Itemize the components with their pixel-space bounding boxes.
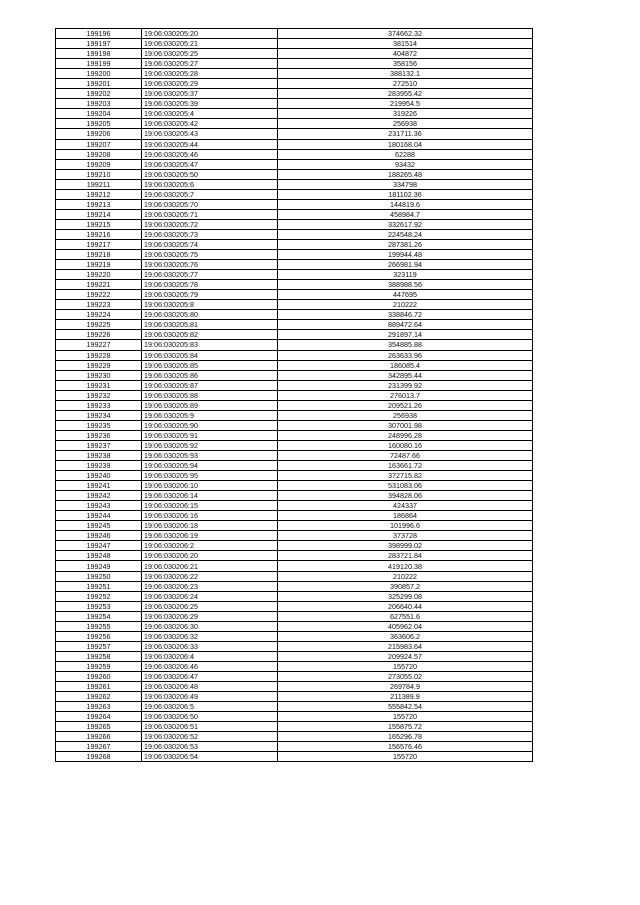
value-cell: 93432	[278, 159, 533, 169]
cadastral-number-cell: 19:06:030206:50	[142, 712, 278, 722]
table-row	[56, 69, 533, 79]
table-row	[56, 732, 533, 742]
table-row	[56, 531, 533, 541]
cadastral-number-cell: 19:06:030206:15	[142, 501, 278, 511]
row-number-cell: 199238	[56, 450, 142, 460]
value-cell: 342895.44	[278, 370, 533, 380]
cadastral-number-cell: 19:06:030206:46	[142, 661, 278, 671]
row-number-cell: 199200	[56, 69, 142, 79]
cadastral-number-cell: 19:06:030205:83	[142, 340, 278, 350]
value-cell: 388988.56	[278, 280, 533, 290]
row-number-cell: 199223	[56, 300, 142, 310]
table-row	[56, 390, 533, 400]
cadastral-number-cell: 19:06:030205:82	[142, 330, 278, 340]
table-row	[56, 551, 533, 561]
value-cell: 155875.72	[278, 722, 533, 732]
row-number-cell: 199237	[56, 440, 142, 450]
value-cell: 447695	[278, 290, 533, 300]
cadastral-number-cell: 19:06:030205:70	[142, 199, 278, 209]
row-number-cell: 199229	[56, 360, 142, 370]
table-row	[56, 250, 533, 260]
row-number-cell: 199235	[56, 420, 142, 430]
table-row	[56, 330, 533, 340]
value-cell: 199944.48	[278, 250, 533, 260]
table-row	[56, 491, 533, 501]
cadastral-number-cell: 19:06:030205:89	[142, 400, 278, 410]
table-row	[56, 621, 533, 631]
value-cell: 276013.7	[278, 390, 533, 400]
row-number-cell: 199203	[56, 99, 142, 109]
cadastral-number-cell: 19:06:030205:21	[142, 39, 278, 49]
cadastral-number-cell: 19:06:030206:21	[142, 561, 278, 571]
table-row	[56, 109, 533, 119]
cadastral-number-cell: 19:06:030205:74	[142, 239, 278, 249]
value-cell: 231399.92	[278, 380, 533, 390]
table-row	[56, 672, 533, 682]
value-cell: 373728	[278, 531, 533, 541]
value-cell: 291897.14	[278, 330, 533, 340]
row-number-cell: 199231	[56, 380, 142, 390]
cadastral-number-cell: 19:06:030205:81	[142, 320, 278, 330]
row-number-cell: 199216	[56, 229, 142, 239]
row-number-cell: 199257	[56, 641, 142, 651]
row-number-cell: 199245	[56, 521, 142, 531]
value-cell: 405962.04	[278, 621, 533, 631]
row-number-cell: 199207	[56, 139, 142, 149]
cadastral-number-cell: 19:06:030205:80	[142, 310, 278, 320]
value-cell: 358156	[278, 59, 533, 69]
value-cell: 72487.66	[278, 450, 533, 460]
value-cell: 155720	[278, 661, 533, 671]
cadastral-number-cell: 19:06:030206:4	[142, 651, 278, 661]
table-row	[56, 471, 533, 481]
value-cell: 419120.38	[278, 561, 533, 571]
value-cell: 163661.72	[278, 461, 533, 471]
value-cell: 188265.48	[278, 169, 533, 179]
table-row	[56, 581, 533, 591]
table-row	[56, 702, 533, 712]
cadastral-number-cell: 19:06:030205:37	[142, 89, 278, 99]
table-row	[56, 400, 533, 410]
row-number-cell: 199244	[56, 511, 142, 521]
row-number-cell: 199217	[56, 239, 142, 249]
row-number-cell: 199222	[56, 290, 142, 300]
cadastral-number-cell: 19:06:030205:7	[142, 189, 278, 199]
table-row	[56, 300, 533, 310]
value-cell: 269784.9	[278, 682, 533, 692]
value-cell: 219954.5	[278, 99, 533, 109]
value-cell: 372715.82	[278, 471, 533, 481]
value-cell: 144819.6	[278, 199, 533, 209]
value-cell: 186085.4	[278, 360, 533, 370]
cadastral-number-cell: 19:06:030205:94	[142, 461, 278, 471]
table-row	[56, 229, 533, 239]
cadastral-number-cell: 19:06:030205:84	[142, 350, 278, 360]
table-row	[56, 39, 533, 49]
value-cell: 381514	[278, 39, 533, 49]
cadastral-number-cell: 19:06:030205:27	[142, 59, 278, 69]
row-number-cell: 199210	[56, 169, 142, 179]
cadastral-number-cell: 19:06:030205:43	[142, 129, 278, 139]
row-number-cell: 199268	[56, 752, 142, 762]
value-cell: 334798	[278, 179, 533, 189]
value-cell: 155720	[278, 712, 533, 722]
cadastral-number-cell: 19:06:030205:92	[142, 440, 278, 450]
row-number-cell: 199198	[56, 49, 142, 59]
row-number-cell: 199240	[56, 471, 142, 481]
value-cell: 273055.02	[278, 672, 533, 682]
table-row	[56, 501, 533, 511]
table-row	[56, 420, 533, 430]
table-row	[56, 290, 533, 300]
row-number-cell: 199266	[56, 732, 142, 742]
cadastral-number-cell: 19:06:030206:2	[142, 541, 278, 551]
row-number-cell: 199224	[56, 310, 142, 320]
row-number-cell: 199197	[56, 39, 142, 49]
row-number-cell: 199267	[56, 742, 142, 752]
table-row	[56, 541, 533, 551]
value-cell: 186864	[278, 511, 533, 521]
value-cell: 404872	[278, 49, 533, 59]
table-row	[56, 370, 533, 380]
value-cell: 323119	[278, 270, 533, 280]
table-row	[56, 219, 533, 229]
cadastral-number-cell: 19:06:030206:30	[142, 621, 278, 631]
value-cell: 231711.36	[278, 129, 533, 139]
table-row	[56, 521, 533, 531]
table-row	[56, 742, 533, 752]
table-row	[56, 440, 533, 450]
cadastral-number-cell: 19:06:030205:42	[142, 119, 278, 129]
table-row	[56, 280, 533, 290]
value-cell: 374662.32	[278, 29, 533, 39]
value-cell: 62288	[278, 149, 533, 159]
row-number-cell: 199233	[56, 400, 142, 410]
cadastral-number-cell: 19:06:030206:23	[142, 581, 278, 591]
table-row	[56, 601, 533, 611]
cadastral-number-cell: 19:06:030205:9	[142, 410, 278, 420]
value-cell: 181102.36	[278, 189, 533, 199]
cadastral-number-cell: 19:06:030206:29	[142, 611, 278, 621]
cadastral-number-cell: 19:06:030205:87	[142, 380, 278, 390]
cadastral-number-cell: 19:06:030206:49	[142, 692, 278, 702]
table-row	[56, 591, 533, 601]
cadastral-number-cell: 19:06:030206:18	[142, 521, 278, 531]
row-number-cell: 199226	[56, 330, 142, 340]
row-number-cell: 199208	[56, 149, 142, 159]
value-cell: 283721.84	[278, 551, 533, 561]
cadastral-number-cell: 19:06:030205:50	[142, 169, 278, 179]
cadastral-number-cell: 19:06:030206:25	[142, 601, 278, 611]
row-number-cell: 199218	[56, 250, 142, 260]
value-cell: 272510	[278, 79, 533, 89]
table-row	[56, 651, 533, 661]
table-row	[56, 511, 533, 521]
row-number-cell: 199251	[56, 581, 142, 591]
row-number-cell: 199206	[56, 129, 142, 139]
value-cell: 338846.72	[278, 310, 533, 320]
row-number-cell: 199241	[56, 481, 142, 491]
table-row	[56, 179, 533, 189]
row-number-cell: 199211	[56, 179, 142, 189]
cadastral-number-cell: 19:06:030205:4	[142, 109, 278, 119]
row-number-cell: 199212	[56, 189, 142, 199]
cadastral-number-cell: 19:06:030205:47	[142, 159, 278, 169]
cadastral-number-cell: 19:06:030205:78	[142, 280, 278, 290]
cadastral-number-cell: 19:06:030206:48	[142, 682, 278, 692]
value-cell: 555842.54	[278, 702, 533, 712]
value-cell: 394828.06	[278, 491, 533, 501]
cadastral-number-cell: 19:06:030206:32	[142, 631, 278, 641]
cadastral-number-cell: 19:06:030205:90	[142, 420, 278, 430]
row-number-cell: 199250	[56, 571, 142, 581]
cadastral-number-cell: 19:06:030206:54	[142, 752, 278, 762]
value-cell: 531083.06	[278, 481, 533, 491]
cadastral-number-cell: 19:06:030206:14	[142, 491, 278, 501]
table-row	[56, 481, 533, 491]
table-row	[56, 79, 533, 89]
cadastral-number-cell: 19:06:030206:10	[142, 481, 278, 491]
table-row	[56, 380, 533, 390]
value-cell: 388132.1	[278, 69, 533, 79]
value-cell: 209521.26	[278, 400, 533, 410]
value-cell: 363606.2	[278, 631, 533, 641]
value-cell: 215983.64	[278, 641, 533, 651]
row-number-cell: 199227	[56, 340, 142, 350]
row-number-cell: 199202	[56, 89, 142, 99]
row-number-cell: 199213	[56, 199, 142, 209]
cadastral-number-cell: 19:06:030206:33	[142, 641, 278, 651]
row-number-cell: 199214	[56, 209, 142, 219]
table-row	[56, 149, 533, 159]
row-number-cell: 199247	[56, 541, 142, 551]
table-row	[56, 631, 533, 641]
row-number-cell: 199219	[56, 260, 142, 270]
value-cell: 266981.94	[278, 260, 533, 270]
row-number-cell: 199234	[56, 410, 142, 420]
value-cell: 283955.42	[278, 89, 533, 99]
table-body	[56, 29, 533, 762]
row-number-cell: 199220	[56, 270, 142, 280]
table-row	[56, 99, 533, 109]
table-row	[56, 571, 533, 581]
row-number-cell: 199228	[56, 350, 142, 360]
value-cell: 307001.98	[278, 420, 533, 430]
cadastral-number-cell: 19:06:030205:25	[142, 49, 278, 59]
cadastral-number-cell: 19:06:030205:95	[142, 471, 278, 481]
table-row	[56, 239, 533, 249]
row-number-cell: 199199	[56, 59, 142, 69]
cadastral-number-cell: 19:06:030206:53	[142, 742, 278, 752]
row-number-cell: 199215	[56, 219, 142, 229]
cadastral-number-cell: 19:06:030205:75	[142, 250, 278, 260]
table-row	[56, 139, 533, 149]
value-cell: 206640.44	[278, 601, 533, 611]
value-cell: 398999.02	[278, 541, 533, 551]
cadastral-number-cell: 19:06:030206:19	[142, 531, 278, 541]
cadastral-number-cell: 19:06:030205:85	[142, 360, 278, 370]
table-row	[56, 461, 533, 471]
cadastral-number-cell: 19:06:030205:20	[142, 29, 278, 39]
table-row	[56, 59, 533, 69]
table-row	[56, 89, 533, 99]
table-row	[56, 340, 533, 350]
cadastral-number-cell: 19:06:030206:51	[142, 722, 278, 732]
row-number-cell: 199209	[56, 159, 142, 169]
data-table	[55, 28, 533, 762]
row-number-cell: 199260	[56, 672, 142, 682]
value-cell: 325299.08	[278, 591, 533, 601]
cadastral-number-cell: 19:06:030205:88	[142, 390, 278, 400]
cadastral-number-cell: 19:06:030205:91	[142, 430, 278, 440]
row-number-cell: 199259	[56, 661, 142, 671]
row-number-cell: 199201	[56, 79, 142, 89]
table-row	[56, 260, 533, 270]
row-number-cell: 199255	[56, 621, 142, 631]
row-number-cell: 199239	[56, 461, 142, 471]
value-cell: 256938	[278, 119, 533, 129]
value-cell: 165296.78	[278, 732, 533, 742]
table-row	[56, 350, 533, 360]
value-cell: 627551.6	[278, 611, 533, 621]
table-row	[56, 169, 533, 179]
value-cell: 424337	[278, 501, 533, 511]
cadastral-number-cell: 19:06:030205:46	[142, 149, 278, 159]
value-cell: 256938	[278, 410, 533, 420]
table-row	[56, 661, 533, 671]
cadastral-number-cell: 19:06:030205:44	[142, 139, 278, 149]
value-cell: 209924.57	[278, 651, 533, 661]
cadastral-number-cell: 19:06:030206:24	[142, 591, 278, 601]
table-row	[56, 561, 533, 571]
cadastral-number-cell: 19:06:030205:28	[142, 69, 278, 79]
table-row	[56, 199, 533, 209]
cadastral-number-cell: 19:06:030205:71	[142, 209, 278, 219]
table-row	[56, 692, 533, 702]
cadastral-number-cell: 19:06:030205:77	[142, 270, 278, 280]
row-number-cell: 199230	[56, 370, 142, 380]
row-number-cell: 199265	[56, 722, 142, 732]
cadastral-number-cell: 19:06:030205:8	[142, 300, 278, 310]
table-row	[56, 641, 533, 651]
table-row	[56, 682, 533, 692]
cadastral-number-cell: 19:06:030206:16	[142, 511, 278, 521]
table-row	[56, 450, 533, 460]
row-number-cell: 199263	[56, 702, 142, 712]
table-row	[56, 360, 533, 370]
cadastral-number-cell: 19:06:030206:5	[142, 702, 278, 712]
table-row	[56, 209, 533, 219]
table-row	[56, 270, 533, 280]
row-number-cell: 199225	[56, 320, 142, 330]
value-cell: 101996.6	[278, 521, 533, 531]
cadastral-number-cell: 19:06:030206:20	[142, 551, 278, 561]
value-cell: 180168.04	[278, 139, 533, 149]
value-cell: 319226	[278, 109, 533, 119]
row-number-cell: 199253	[56, 601, 142, 611]
row-number-cell: 199205	[56, 119, 142, 129]
row-number-cell: 199246	[56, 531, 142, 541]
row-number-cell: 199243	[56, 501, 142, 511]
row-number-cell: 199236	[56, 430, 142, 440]
row-number-cell: 199261	[56, 682, 142, 692]
value-cell: 458984.7	[278, 209, 533, 219]
value-cell: 160080.16	[278, 440, 533, 450]
cadastral-number-cell: 19:06:030205:73	[142, 229, 278, 239]
row-number-cell: 199204	[56, 109, 142, 119]
row-number-cell: 199242	[56, 491, 142, 501]
value-cell: 210222	[278, 571, 533, 581]
cadastral-number-cell: 19:06:030206:47	[142, 672, 278, 682]
value-cell: 287381.26	[278, 239, 533, 249]
row-number-cell: 199252	[56, 591, 142, 601]
table-row	[56, 410, 533, 420]
table-row	[56, 49, 533, 59]
row-number-cell: 199256	[56, 631, 142, 641]
value-cell: 263633.96	[278, 350, 533, 360]
row-number-cell: 199249	[56, 561, 142, 571]
value-cell: 211389.9	[278, 692, 533, 702]
value-cell: 248996.28	[278, 430, 533, 440]
cadastral-number-cell: 19:06:030205:76	[142, 260, 278, 270]
table-row	[56, 189, 533, 199]
value-cell: 332617.92	[278, 219, 533, 229]
row-number-cell: 199232	[56, 390, 142, 400]
cadastral-number-cell: 19:06:030206:22	[142, 571, 278, 581]
cadastral-number-cell: 19:06:030205:6	[142, 179, 278, 189]
table-row	[56, 611, 533, 621]
row-number-cell: 199264	[56, 712, 142, 722]
cadastral-number-cell: 19:06:030205:79	[142, 290, 278, 300]
cadastral-number-cell: 19:06:030205:72	[142, 219, 278, 229]
row-number-cell: 199254	[56, 611, 142, 621]
cadastral-number-cell: 19:06:030205:86	[142, 370, 278, 380]
row-number-cell: 199248	[56, 551, 142, 561]
value-cell: 354885.88	[278, 340, 533, 350]
value-cell: 210222	[278, 300, 533, 310]
row-number-cell: 199221	[56, 280, 142, 290]
cadastral-number-cell: 19:06:030205:29	[142, 79, 278, 89]
cadastral-number-cell: 19:06:030205:93	[142, 450, 278, 460]
row-number-cell: 199258	[56, 651, 142, 661]
value-cell: 155720	[278, 752, 533, 762]
table-row	[56, 159, 533, 169]
value-cell: 224548.24	[278, 229, 533, 239]
table-row	[56, 722, 533, 732]
table-row	[56, 310, 533, 320]
value-cell: 889472.64	[278, 320, 533, 330]
value-cell: 390857.2	[278, 581, 533, 591]
cadastral-number-cell: 19:06:030205:39	[142, 99, 278, 109]
table-row	[56, 712, 533, 722]
value-cell: 156576.46	[278, 742, 533, 752]
row-number-cell: 199262	[56, 692, 142, 702]
table-row	[56, 320, 533, 330]
table-row	[56, 29, 533, 39]
table-row	[56, 129, 533, 139]
row-number-cell: 199196	[56, 29, 142, 39]
cadastral-number-cell: 19:06:030206:52	[142, 732, 278, 742]
table-row	[56, 752, 533, 762]
table-row	[56, 119, 533, 129]
table-row	[56, 430, 533, 440]
